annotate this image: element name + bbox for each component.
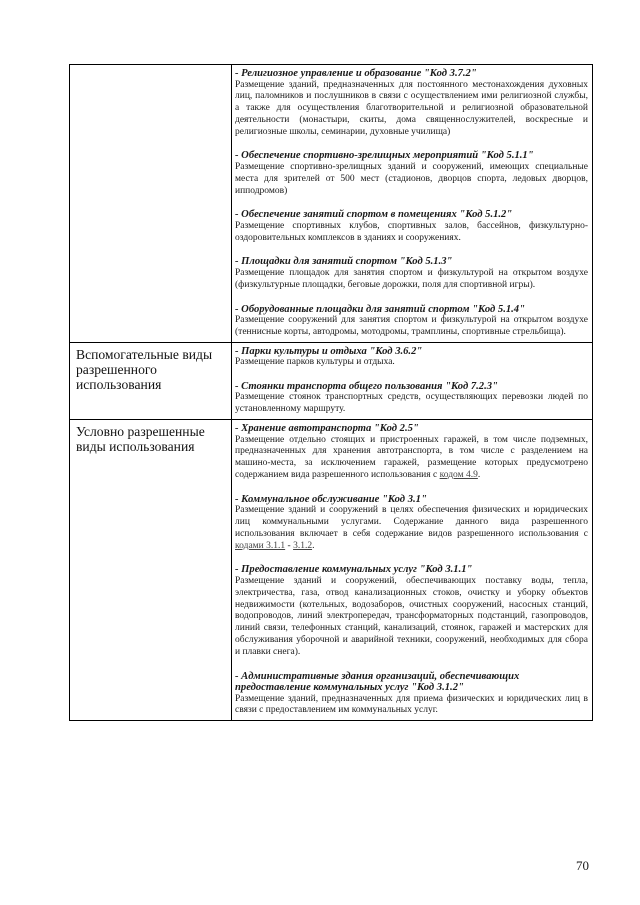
entry-title: - Коммунальное обслуживание "Код 3.1" — [235, 493, 427, 505]
entry-description — [235, 505, 588, 552]
entry-religious-education — [235, 68, 588, 138]
entry-public-transport-parking — [235, 381, 588, 416]
entry-description: Размещение сооружений для занятия спортом и физкультурой на открытом воздухе (теннисные корты, автодромы, мотодромы, трамплины, спортивные стрельбища). — [235, 315, 588, 337]
code-link-4-9[interactable]: кодом 4.9 — [439, 469, 478, 480]
desc-text: Размещение отдельно стоящих и пристроенных гаражей, в том числе подземных, предназначенных для хранения автотранспорта, в том числе с разделением на машино-места, за исключением гаражей, размещение которых предусмотрено содержанием вида разрешенного использования с — [235, 434, 588, 480]
code-link-3-1-1[interactable]: кодами 3.1.1 — [235, 540, 286, 551]
entry-utility-admin-buildings — [235, 671, 588, 718]
entry-title: - Площадки для занятий спортом "Код 5.1.3" — [235, 256, 453, 268]
table-row — [70, 342, 593, 419]
page-number: 70 — [576, 858, 589, 873]
entry-description: Размещение зданий и сооружений, обеспечивающих поставку воды, тепла, электричества, газа, отвод канализационных стоков, очистку и уборку объектов недвижимости (котельных, водозаборов, очистных сооружений, насосных станций, водопроводов, линий электропередач, трансформаторных подстанций, газопроводов, линий связи, телефонных станций, канализаций, стоянок, гаражей и мастерских для обслуживания уборочной и аварийной техники, сооружений, необходимых для сбора и плавки снега). — [235, 575, 588, 657]
desc-text: - — [285, 540, 294, 551]
table-row — [70, 420, 593, 721]
category-label-conditional: Условно разрешенные виды использования — [76, 424, 205, 455]
entry-title: - Оборудованные площадки для занятий спортом "Код 5.1.4" — [235, 303, 525, 315]
entry-title: - Стоянки транспорта общего пользования "Код 7.2.3" — [235, 380, 498, 392]
entry-description: Размещение спортивно-зрелищных зданий и сооружений, имеющих специальные места для зрителей от 500 мест (стадионов, дворцов спорта, ледовых дворцов, ипподромов) — [235, 161, 588, 196]
entry-title: - Предоставление коммунальных услуг "Код 3.1.1" — [235, 564, 473, 576]
entry-description: Размещение стоянок транспортных средств, осуществляющих перевозки людей по установленному маршруту. — [235, 392, 588, 415]
entry-description: Размещение парков культуры и отдыха. — [235, 357, 395, 368]
entries-cell — [232, 342, 593, 419]
category-cell — [70, 420, 232, 721]
entry-vehicle-storage — [235, 423, 588, 482]
desc-text: Размещение зданий и сооружений в целях обеспечения физических и юридических лиц коммунальными услугами. Содержание данного вида разрешенного использования включает в себя содержание видов разрешенного использования с — [235, 505, 588, 539]
entries-cell — [232, 65, 593, 343]
entry-description: Размещение спортивных клубов, спортивных залов, бассейнов, физкультурно-оздоровительных комплексов в зданиях и сооружениях. — [235, 220, 588, 243]
entry-title: - Религиозное управление и образование "Код 3.7.2" — [235, 68, 477, 79]
zoning-table — [69, 64, 593, 721]
desc-text: . — [477, 469, 481, 480]
entry-indoor-sports — [235, 209, 588, 244]
entry-description — [235, 435, 588, 482]
entry-title: - Парки культуры и отдыха "Код 3.6.2" — [235, 345, 423, 357]
entry-utility-service — [235, 494, 588, 553]
entry-title: - Обеспечение спортивно-зрелищных мероприятий "Код 5.1.1" — [235, 150, 534, 162]
entries-cell — [232, 420, 593, 721]
entry-title: - Административные здания организаций, обеспечивающих предоставление коммунальных услуг "Код 3.1.2" — [235, 670, 520, 693]
entry-culture-parks — [235, 346, 588, 369]
category-cell — [70, 342, 232, 419]
entry-sports-grounds — [235, 256, 588, 291]
code-link-3-1-2[interactable]: 3.1.2 — [293, 540, 313, 551]
entry-description: Размещение зданий, предназначенных для приема физических и юридических лиц в связи с предоставлением им коммунальных услуг. — [235, 693, 588, 716]
entry-title: - Хранение автотранспорта "Код 2.5" — [235, 423, 419, 435]
entry-title: - Обеспечение занятий спортом в помещениях "Код 5.1.2" — [235, 209, 513, 221]
entry-description: Размещение зданий, предназначенных для постоянного местонахождения духовных лиц, паломников и послушников в связи с осуществлением ими религиозной службы, а также для осуществления благотворительной и религиозной образовательной деятельности (монастыри, скиты, дома священнослужителей, воскресные и религиозные школы, семинарии, духовные училища) — [235, 79, 588, 137]
entry-sports-events — [235, 150, 588, 197]
table-row — [70, 65, 593, 343]
category-cell — [70, 65, 232, 343]
desc-text: . — [312, 540, 315, 551]
entry-utility-provision — [235, 564, 588, 658]
category-label-auxiliary: Вспомогательные виды разрешенного использования — [76, 346, 213, 392]
entry-description: Размещение площадок для занятия спортом и физкультурой на открытом воздухе (физкультурные площадки, беговые дорожки, поля для спортивной игры). — [235, 267, 588, 290]
entry-equipped-sports-grounds — [235, 304, 588, 339]
